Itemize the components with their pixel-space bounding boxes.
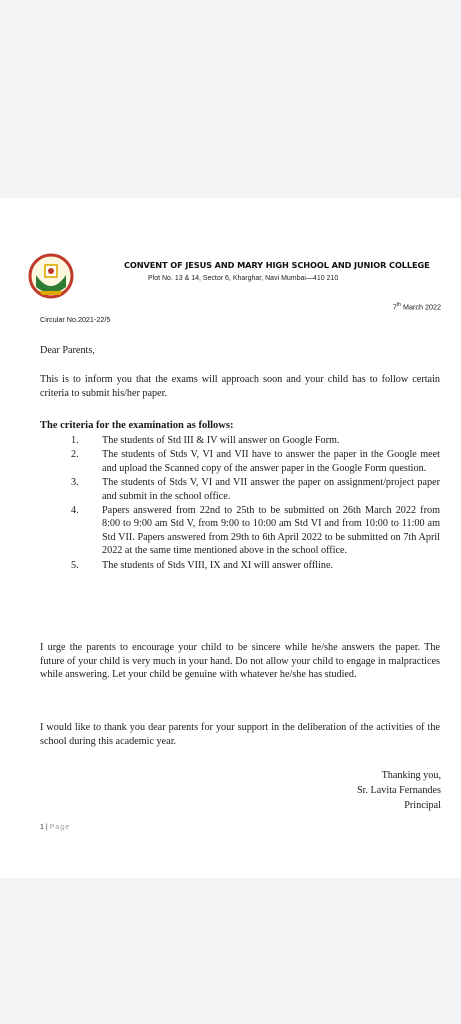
school-crest-icon	[28, 253, 74, 299]
criteria-text: The students of Std III & IV will answer on Google Form.	[102, 435, 340, 446]
intro-paragraph: This is to inform you that the exams will approach soon and your child has to follow certain criteria to submit his/her paper.	[40, 374, 440, 399]
criteria-heading: The criteria for the examination as follows:	[40, 420, 234, 431]
date-day: 7	[392, 302, 397, 312]
criteria-number: 1.	[71, 435, 79, 446]
date-suffix: th	[396, 302, 402, 308]
criteria-text: The students of Stds V, VI and VII have to answer the paper in the Google meet and upload the Scanned copy of the answer paper in the Google Form question.	[102, 449, 440, 474]
page-label: Page	[49, 824, 70, 831]
school-name: CONVENT OF JESUS AND MARY HIGH SCHOOL AND JUNIOR COLLEGE	[124, 260, 430, 270]
criteria-text: The students of Stds VIII, IX and XI will answer offline.	[102, 559, 334, 571]
criteria-number: 5.	[71, 559, 79, 571]
criteria-item	[40, 559, 440, 573]
criteria-number: 4.	[71, 504, 79, 516]
school-address: Plot No. 13 & 14, Sector 6, Kharghar, Navi Mumbai—410 210	[148, 275, 339, 282]
page-number: 1	[40, 824, 44, 831]
signoff-block	[357, 768, 441, 813]
criteria-text: The students of Stds V, VI and VII answer the paper on assignment/project paper and submit in the school office.	[102, 477, 440, 502]
page-footer	[40, 824, 70, 831]
thanks-paragraph: I would like to thank you dear parents for your support in the deliberation of the activities of the school during this academic year.	[40, 722, 440, 747]
signoff-title: Principal	[404, 800, 441, 811]
document-page	[0, 198, 461, 878]
signoff-closing: Thanking you,	[381, 770, 441, 781]
criteria-item	[40, 504, 440, 558]
criteria-item	[40, 476, 440, 503]
criteria-item	[40, 448, 440, 475]
page-separator: |	[43, 824, 50, 831]
letter-date	[393, 302, 441, 311]
criteria-item	[40, 434, 440, 448]
criteria-text: Papers answered from 22nd to 25th to be submitted on 26th March 2022 from 8:00 to 9:00 am Std V, from 9:00 to 10:00 am Std VI and from 10:00 to 11:00 am Std VII. Papers answered from 29th to 6th April 2022 to be submitted on 7th April 2022 at the same time mentioned above in the school office.	[102, 504, 440, 557]
salutation: Dear Parents,	[40, 345, 95, 356]
criteria-number: 2.	[71, 449, 79, 461]
urge-paragraph: I urge the parents to encourage your child to be sincere while he/she answers the paper. The future of your child is very much in your hand. Do not allow your child to engage in malpractices while answering. Let your child be genuine with whatever he/she has studied.	[40, 642, 440, 680]
circular-number: Circular No.2021-22/5	[40, 315, 111, 324]
date-month-year: March 2022	[401, 302, 441, 312]
criteria-number: 3.	[71, 477, 79, 489]
criteria-list	[40, 434, 440, 573]
signoff-name: Sr. Lavita Fernandes	[356, 785, 441, 796]
